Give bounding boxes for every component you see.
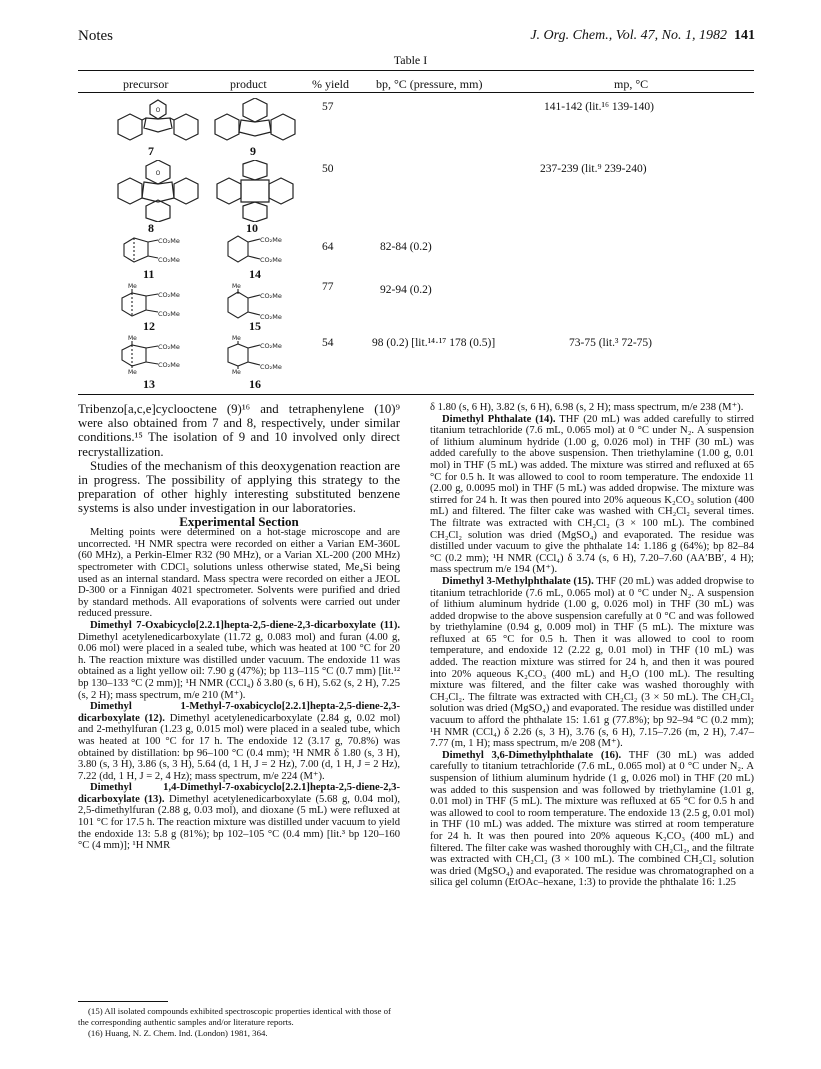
running-header-left: Notes bbox=[78, 28, 113, 44]
svg-text:CO₂Me: CO₂Me bbox=[260, 292, 282, 300]
svg-text:CO₂Me: CO₂Me bbox=[158, 310, 180, 318]
row-11-bp: 82-84 (0.2) bbox=[380, 241, 432, 253]
structure-7 bbox=[108, 98, 208, 144]
compound-label-12: 12 bbox=[143, 319, 155, 333]
compound-12-procedure: Dimethyl acetylenedicarboxylate (2.84 g, 0.02 mol) and 2-methylfuran (1.23 g, 0.015 mol) were placed in a sealed tube, which was heated at 100 °C for 17 h. The endoxide 12 (3.17 g, 70.8%) was obtained by distillation: bp 96–100 °C (0.4 mm); ¹H NMR δ 1.80 (s, 3 H), 3.80 (s, 3 H), 3.86 (s, 3 H), 5.64 (d, 1 H, J = 2 Hz), 7.00 (d, 1 H, J = 2 Hz), 7.22 (dd, 1 H, J = 2, 4 Hz); mass spectrum, m/e 224 (M⁺). bbox=[78, 712, 400, 782]
paragraph-compound-14 bbox=[430, 414, 754, 576]
row-13-yield: 54 bbox=[322, 337, 334, 349]
paragraph-general-methods: Melting points were determined on a hot-stage microscope and are uncorrected. ¹H NMR spectra were recorded on either a Varian EM-360L (60 MHz), a Perkin-Elmer R32 (90 MHz), or a Varian XL-200 (200 MHz) spectrometer with CDCl₃ solutions unless otherwise stated, Me₄Si being used as an internal standard. Mass spectra were recorded on either a JEOL D-300 or a Finnigan 4021 spectrometer. Solvents were purified and dried by standard methods. All evaporations of solvents were carried out under reduced pressure. bbox=[78, 527, 400, 620]
row-8-yield: 50 bbox=[322, 163, 334, 175]
paragraph-compound-12 bbox=[78, 701, 400, 782]
svg-text:CO₂Me: CO₂Me bbox=[158, 361, 180, 369]
paragraph-compound-15 bbox=[430, 576, 754, 750]
left-column bbox=[78, 402, 400, 852]
row-13-mp: 73-75 (lit.³ 72-75) bbox=[569, 337, 652, 349]
structure-9 bbox=[205, 98, 305, 144]
row-7-yield: 57 bbox=[322, 101, 334, 113]
row-12-yield: 77 bbox=[322, 281, 334, 293]
compound-16-title: Dimethyl 3,6-Dimethylphthalate (16). bbox=[442, 749, 622, 761]
svg-text:Me: Me bbox=[128, 283, 137, 290]
svg-text:CO₂Me: CO₂Me bbox=[260, 313, 282, 320]
compound-label-15: 15 bbox=[249, 319, 261, 333]
row-11-yield: 64 bbox=[322, 241, 334, 253]
compound-11-procedure: Dimethyl acetylenedicarboxylate (11.72 g, 0.083 mol) and furan (4.00 g, 0.06 mol) were placed in a sealed tube, which was heated at 100 °C for 20 h. The reaction mixture was distilled under vacuum. The endoxide 11 was obtained as a light yellow oil: 7.90 g (47%); bp 113–115 °C (0.7 mm) [lit.¹² bp 130–133 °C (2 mm)]; ¹H NMR (CCl₄) δ 3.80 (s, 6 H), 5.62 (s, 2 H), 7.25 (s, 2 H); mass spectrum, m/e 210 (M⁺). bbox=[78, 631, 400, 701]
footnote-15: (15) All isolated compounds exhibited spectroscopic properties identical with those of the corresponding authentic samples and/or literature reports. bbox=[78, 1006, 391, 1027]
section-heading: Experimental Section bbox=[179, 513, 299, 529]
compound-11-title: Dimethyl 7-Oxabicyclo[2.2.1]hepta-2,5-diene-2,3-dicarboxylate (11). bbox=[90, 619, 400, 631]
compound-label-14: 14 bbox=[249, 267, 261, 281]
compound-14-title: Dimethyl Phthalate (14). bbox=[442, 413, 556, 425]
compound-label-8: 8 bbox=[148, 221, 154, 235]
structure-14 bbox=[222, 232, 302, 268]
col-header-mp: mp, °C bbox=[614, 77, 649, 91]
svg-text:CO₂Me: CO₂Me bbox=[260, 363, 282, 371]
journal-citation: J. Org. Chem., Vol. 47, No. 1, 1982 bbox=[530, 28, 727, 43]
footnote-16: (16) Huang, N. Z. Chem. Ind. (London) 1981, 364. bbox=[88, 1028, 268, 1039]
svg-text:CO₂Me: CO₂Me bbox=[260, 256, 282, 264]
structure-11 bbox=[118, 234, 198, 266]
paragraph-compound-16 bbox=[430, 750, 754, 889]
svg-text:O: O bbox=[155, 170, 161, 177]
paragraph-compound-11 bbox=[78, 620, 400, 701]
compound-15-procedure: THF (20 mL) was added dropwise to titanium tetrachloride (7.6 mL, 0.065 mol) at 0 °C under N₂. A suspension of lithium aluminum hydride (1.00 g, 0.026 mol) in THF (30 mL) was added dropwise to the above suspension carefully at 0 °C and was followed by triethylamine (0.94 g, 0.009 mol) in THF (5 mL). The mixture was refluxed at 65 °C for 0.5 h. Then it was allowed to cool to room temperature, and endoxide 12 (2.22 g, 0.01 mol) in THF (10 mL) was added. The reaction mixture was stirred for 24 h, and then it was poured into 20% aqueous K₂CO₃ (400 mL) and H₂O (100 mL). The resulting mixture was filtered, and the filter cake was washed thoroughly with CH₂Cl₂. The filtrate was extracted with CH₂Cl₂ (3 × 50 mL). The CH₂Cl₂ solution was dried (MgSO₄) and evaporated. The residue was distilled under vacuum to afford the phthalate 15: 1.61 g (77.8%); bp 92–94 °C (0.2 mm); ¹H NMR (CCl₄) δ 2.26 (s, 3 H), 3.76 (s, 6 H), 7.15–7.26 (m, 2 H), 7.47–7.77 (m, 1 H); mass spectrum, m/e 208 (M⁺). bbox=[430, 575, 754, 750]
row-7-mp: 141-142 (lit.¹⁶ 139-140) bbox=[544, 101, 654, 113]
structure-12 bbox=[118, 282, 198, 320]
paragraph-13-continued: δ 1.80 (s, 6 H), 3.82 (s, 6 H), 6.98 (s, 2 H); mass spectrum, m/e 238 (M⁺). bbox=[430, 402, 744, 413]
row-8-mp: 237-239 (lit.⁹ 239-240) bbox=[540, 163, 647, 175]
structure-10 bbox=[205, 160, 305, 222]
row-12-bp: 92-94 (0.2) bbox=[380, 284, 432, 296]
svg-text:CO₂Me: CO₂Me bbox=[260, 342, 282, 350]
running-header-right bbox=[530, 28, 755, 44]
compound-13-procedure: Dimethyl acetylenedicarboxylate (5.68 g, 0.04 mol), 2,5-dimethylfuran (2.88 g, 0.03 mol), and dioxane (5 mL) were refluxed at 101 °C for 17.5 h. The reaction mixture was distilled under vacuum to yield the endoxide 13: 5.8 g (81%); bp 102–105 °C (0.4 mm) [lit.³ bp 120–160 °C (4 mm)]; ¹H NMR bbox=[78, 793, 400, 852]
compound-16-procedure: THF (30 mL) was added carefully to titanium tetrachloride (7.6 mL, 0.065 mol) at 0 °C under N₂. A suspension of lithium aluminum hydride (1 g, 0.026 mol) in THF (20 mL) was added to this suspension and was followed by triethylamine (1.01 g, 0.01 mol) in THF (5 mL). The mixture was refluxed at 65 °C for 0.5 h and was allowed to cool to room temperature. The endoxide 13 (2.5 g, 0.01 mol) in THF (10 mL) was added. The mixture was stirred at room temperature for 24 h. It was then poured into 20% aqueous K₂CO₃ (400 mL) and filtered. The filter cake was washed thoroughly with CH₂Cl₂, and the filtrate was extracted with CH₂Cl₂ (3 × 100 mL). The combined CH₂Cl₂ solution was dried (MgSO₄) and evaporated. The residue was chromatographed on a silica gel column (EtOAc–hexane, 1:3) to provide the phthalate 16: 1.25 bbox=[430, 749, 754, 889]
col-header-yield: % yield bbox=[312, 77, 349, 91]
svg-text:CO₂Me: CO₂Me bbox=[158, 237, 180, 245]
compound-12-title: Dimethyl 1-Methyl-7-oxabicyclo[2.2.1]hepta-2,5-diene-2,3-dicarboxylate (12). bbox=[78, 701, 400, 724]
compound-14-procedure: THF (20 mL) was added carefully to stirred titanium tetrachloride (7.6 mL, 0.065 mol) at 0 °C under N₂. A suspension of lithium aluminum hydride (1.00 g, 0.026 mol) in THF (30 mL) was added carefully to the above suspension. Then triethylamine (1.00 g, 0.01 mol) in THF (5 mL) was added. The mixture was stirred and refluxed at 65 °C for 0.5 h. It was allowed to cool to room temperature. The endoxide 11 (2.00 g, 0.0095 mol) in THF (5 mL) was added dropwise. The mixture was stirred for 24 h. It was then poured into 20% aqueous K₂CO₃ solution (400 mL) and filtered. The filter cake was washed with CH₂Cl₂ several times. The filtrate was extracted with CH₂Cl₂ (3 × 100 mL). The combined CH₂Cl₂ solution was dried (MgSO₄) and evaporated. The residue was distilled under vacuum to give the phthalate 14: 1.186 g (64%); bp 82–84 °C (0.2 mm); ¹H NMR (CCl₄) δ 3.74 (s, 6 H), 7.20–7.60 (AA′BB′, 4 H); mass spectrum m/e 194 (M⁺). bbox=[430, 413, 754, 576]
compound-13-title: Dimethyl 1,4-Dimethyl-7-oxabicyclo[2.2.1]hepta-2,5-diene-2,3-dicarboxylate (13). bbox=[78, 782, 400, 805]
table-top-rule bbox=[78, 70, 754, 71]
svg-text:CO₂Me: CO₂Me bbox=[158, 343, 180, 351]
compound-label-7: 7 bbox=[148, 144, 154, 158]
svg-text:CO₂Me: CO₂Me bbox=[158, 291, 180, 299]
right-column bbox=[430, 402, 754, 889]
compound-label-9: 9 bbox=[250, 144, 256, 158]
table-bottom-rule bbox=[78, 394, 754, 395]
col-header-product: product bbox=[230, 77, 267, 91]
row-13-bp: 98 (0.2) [lit.¹⁴·¹⁷ 178 (0.5)] bbox=[372, 337, 496, 349]
compound-label-13: 13 bbox=[143, 377, 155, 391]
page-number: 141 bbox=[734, 28, 755, 43]
table-title: Table I bbox=[393, 53, 428, 67]
compound-15-title: Dimethyl 3-Methylphthalate (15). bbox=[442, 575, 594, 587]
structure-15 bbox=[222, 282, 302, 320]
svg-text:O: O bbox=[155, 107, 161, 114]
compound-label-11: 11 bbox=[143, 267, 155, 281]
svg-text:Me: Me bbox=[128, 335, 137, 342]
col-header-precursor: precursor bbox=[123, 77, 169, 91]
footnotes bbox=[78, 1006, 396, 1040]
paragraph-compound-13 bbox=[78, 782, 400, 852]
compound-label-16: 16 bbox=[249, 377, 261, 391]
col-header-bp: bp, °C (pressure, mm) bbox=[376, 77, 483, 91]
structure-13 bbox=[118, 334, 198, 374]
table-header-rule bbox=[78, 92, 754, 93]
svg-text:Me: Me bbox=[232, 369, 241, 374]
structure-16 bbox=[222, 334, 302, 374]
compound-label-10: 10 bbox=[246, 221, 258, 235]
paragraph-mechanism: Studies of the mechanism of this deoxygenation reaction are in progress. The possibility of applying this strategy to the preparation of other highly interesting substituted benzene systems is also under investigation in our laboratories. bbox=[78, 458, 400, 516]
svg-text:CO₂Me: CO₂Me bbox=[158, 256, 180, 264]
svg-text:Me: Me bbox=[232, 335, 241, 342]
svg-text:Me: Me bbox=[128, 369, 137, 374]
structure-8 bbox=[108, 160, 208, 222]
svg-text:Me: Me bbox=[232, 283, 241, 290]
svg-text:CO₂Me: CO₂Me bbox=[260, 236, 282, 244]
footnote-rule bbox=[78, 1001, 168, 1002]
paragraph-products: Tribenzo[a,c,e]cyclooctene (9)¹⁶ and tetraphenylene (10)⁹ were also obtained from 7 and 8, respectively, under similar conditions.¹⁵ The isolation of 9 and 10 involved only direct recrystallization. bbox=[78, 402, 400, 459]
